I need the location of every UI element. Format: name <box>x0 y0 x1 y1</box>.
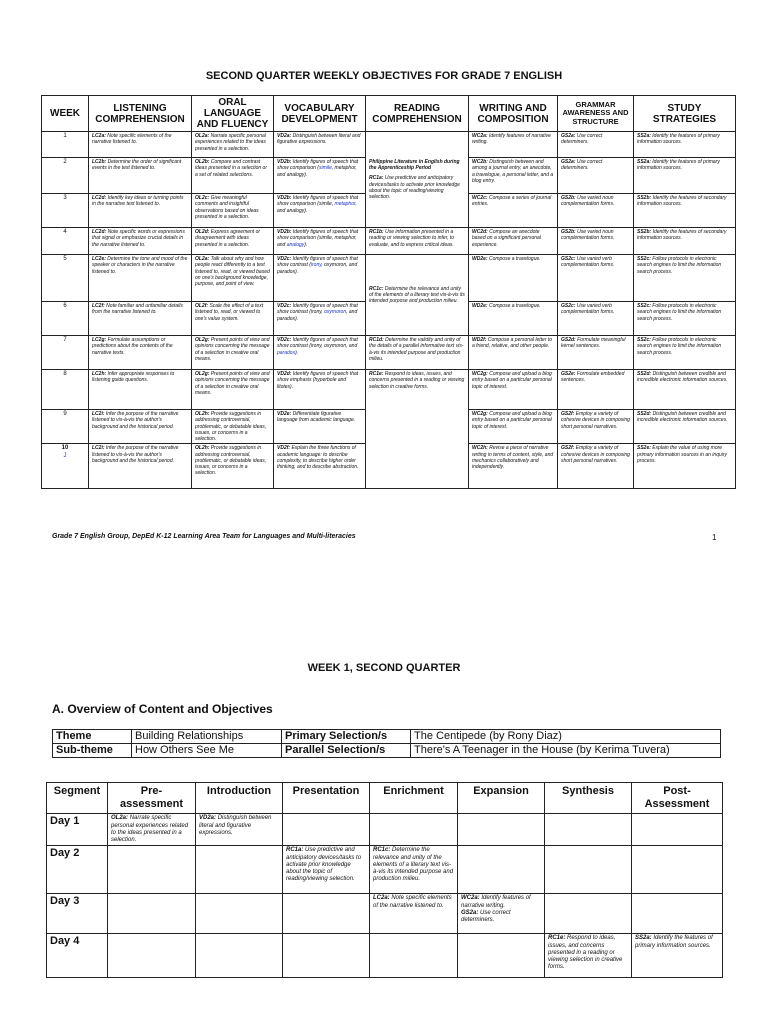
day-label: Day 1 <box>47 814 108 846</box>
parallel-selection-label: Parallel Selection/s <box>282 744 411 758</box>
document-title: SECOND QUARTER WEEKLY OBJECTIVES FOR GRADE 7 ENGLISH <box>205 70 563 82</box>
oral-cell: OL2a: Talk about why and how people react differently to a text listened to, read, or viewed based on one's background knowledge, purpose, and point of view. <box>192 255 274 302</box>
synthesis-cell: RC1e: Respond to ideas, issues, and concerns presented in a reading or viewing selection in creative forms. <box>545 934 632 978</box>
weekly-objectives-table <box>41 95 736 489</box>
study-cell: SS2d: Distinguish between credible and incredible electronic information sources. <box>634 410 736 444</box>
table-row <box>42 228 736 255</box>
day-label: Day 3 <box>47 894 108 934</box>
reading-period-title: Philippine Literature in English during the Apprenticeship Period <box>369 158 460 171</box>
grammar-cell: GS2c: Use varied verb complementation forms. <box>558 302 634 336</box>
presentation-cell: RC1a: Use predictive and anticipatory devices/tasks to activate prior knowledge about the topic of reading/viewing selection. <box>283 846 370 894</box>
week-number: 2 <box>42 158 89 194</box>
presentation-header: Presentation <box>283 783 370 814</box>
listening-cell: LC2d: Identify key ideas or turning points in the narrative text listened to. <box>89 194 192 228</box>
subtheme-value: How Others See Me <box>132 744 282 758</box>
listening-cell: LC2d: Note specific words or expressions that signal or emphasize crucial details in the narrative listened to. <box>89 228 192 255</box>
oral-cell: OL2g: Present points of view and opinions concerning the message of a selection in creative oral means. <box>192 336 274 370</box>
vocab-cell: VD2b: Identify figures of speech that show comparison (simile, metaphor, and analogy). <box>274 158 366 194</box>
header-oral: ORAL LANGUAGE AND FLUENCY <box>192 96 274 132</box>
theme-table <box>52 729 721 758</box>
listening-cell: LC2i: Infer the purpose of the narrative listened to vis-à-vis the author's background and the historical period. <box>89 444 192 489</box>
week-number: 5 <box>42 255 89 302</box>
listening-cell: LC2h: Infer appropriate responses to listening guide questions. <box>89 370 192 410</box>
study-cell: SS2b: Identify the features of secondary information sources. <box>634 228 736 255</box>
grammar-cell: GS2f: Employ a variety of cohesive devices in composing short personal narratives. <box>558 410 634 444</box>
writing-cell: WC2d: Compose an anecdote based on a significant personal experience. <box>469 228 558 255</box>
oral-cell: OL2d: Express agreement or disagreement with ideas presented in a selection. <box>192 228 274 255</box>
study-cell: SS2c: Follow protocols in electronic search engines to limit the information search process. <box>634 302 736 336</box>
writing-cell: WD2e: Compose a travelogue. <box>469 255 558 302</box>
theme-label: Theme <box>53 730 132 744</box>
week-number: 8 <box>42 370 89 410</box>
header-grammar: GRAMMAR AWARENESS AND STRUCTURE <box>558 96 634 132</box>
grammar-cell: GS2c: Use varied verb complementation forms. <box>558 255 634 302</box>
study-cell: SS2e: Explain the value of using more primary information sources in an inquiry process. <box>634 444 736 489</box>
writing-cell: WD2f: Compose a personal letter to a friend, relative, and other people. <box>469 336 558 370</box>
pre-assessment-header: Pre-assessment <box>108 783 196 814</box>
writing-cell: WD2e: Compose a travelogue. <box>469 302 558 336</box>
writing-cell: WC2h: Revise a piece of narrative writing in terms of content, style, and mechanics collaboratively and independently. <box>469 444 558 489</box>
week-number: 9 <box>42 410 89 444</box>
study-cell: SS2d: Distinguish between credible and incredible electronic information sources. <box>634 370 736 410</box>
study-cell: SS2a: Identify the features of primary information sources. <box>634 158 736 194</box>
header-reading: READING COMPREHENSION <box>366 96 469 132</box>
grammar-cell: GS2a: Use correct determiners. <box>558 158 634 194</box>
overview-heading: A. Overview of Content and Objectives <box>52 702 273 716</box>
pre-assessment-cell: OL2a: Narrate specific personal experiences related to the ideas presented in a selection. <box>108 814 196 846</box>
vocab-cell: VD2c: Identify figures of speech that show contrast (irony, oxymoron, and paradox). <box>274 255 366 302</box>
theme-value: Building Relationships <box>132 730 282 744</box>
grammar-cell: GS2b: Use varied noun complementation forms. <box>558 228 634 255</box>
table-row <box>47 934 723 978</box>
writing-cell: WC2g: Compose and upload a blog entry based on a particular personal topic of interest. <box>469 410 558 444</box>
grammar-cell: GS2b: Use varied noun complementation forms. <box>558 194 634 228</box>
week-number: 6 <box>42 302 89 336</box>
vocab-cell: VD2c: Identify figures of speech that show contrast (irony, oxymoron, and paradox). <box>274 302 366 336</box>
listening-cell: LC2a: Note specific elements of the narrative listened to. <box>89 132 192 158</box>
study-cell: SS2c: Follow protocols in electronic search engines to limit the information search process. <box>634 255 736 302</box>
grammar-cell: GS2e: Formulate embedded sentences. <box>558 370 634 410</box>
week-sub-marker: J <box>63 452 67 459</box>
expansion-header: Expansion <box>458 783 545 814</box>
day-label: Day 2 <box>47 846 108 894</box>
introduction-header: Introduction <box>196 783 283 814</box>
reading-cell-weeks-5-6: RC1c: Determine the relevance and unity of the elements of a literary text vis-à-vis its intended purpose and production milieu. <box>366 255 469 336</box>
page-footer: Grade 7 English Group, DepEd K-12 Learning Area Team for Languages and Multi-literacies <box>52 533 356 540</box>
table-row <box>42 255 736 302</box>
listening-cell: LC2b: Determine the order of significant events in the text listened to. <box>89 158 192 194</box>
vocab-cell: VD2b: Identify figures of speech that show comparison (simile, metaphor, and analogy). <box>274 194 366 228</box>
enrichment-cell: LC2a: Note specific elements of the narrative listened to. <box>370 894 458 934</box>
week-number: 10 J <box>42 444 89 489</box>
header-study: STUDY STRATEGIES <box>634 96 736 132</box>
grammar-cell: GS2d: Formulate meaningful kernel sentences. <box>558 336 634 370</box>
week-title: WEEK 1, SECOND QUARTER <box>307 662 461 674</box>
vocab-cell: VD2d: Identify figures of speech that show emphasis (hyperbole and litotes). <box>274 370 366 410</box>
segments-table <box>46 782 723 978</box>
table-row <box>42 336 736 370</box>
reading-cell-weeks-8-10: RC1e: Respond to ideas, issues, and concerns presented in a reading or viewing selection in creative forms. <box>366 370 469 489</box>
week-number: 4 <box>42 228 89 255</box>
study-cell: SS2c: Follow protocols in electronic search engines to limit the information search process. <box>634 336 736 370</box>
vocab-cell: VD2c: Identify figures of speech that show contrast (irony, oxymoron, and paradox). <box>274 336 366 370</box>
oral-cell: OL2c: Give meaningful comments and insightful observations based on ideas presented in a selection. <box>192 194 274 228</box>
vocab-cell: VD2a: Distinguish between literal and figurative expressions. <box>274 132 366 158</box>
table-row <box>47 894 723 934</box>
parallel-selection-value: There's A Teenager in the House (by Kerima Tuvera) <box>411 744 721 758</box>
post-assessment-header: Post-Assessment <box>632 783 723 814</box>
expansion-cell: WC2a: Identify features of narrative writing. GS2a: Use correct determiners. <box>458 894 545 934</box>
post-assessment-cell: SS2a: Identify the features of primary information sources. <box>632 934 723 978</box>
grammar-cell: GS2f: Employ a variety of cohesive devices in composing short personal narratives. <box>558 444 634 489</box>
listening-cell: LC2i: Infer the purpose of the narrative listened to vis-à-vis the author's background and the historical period. <box>89 410 192 444</box>
synthesis-header: Synthesis <box>545 783 632 814</box>
study-cell: SS2a: Identify the features of primary information sources. <box>634 132 736 158</box>
writing-cell: WC2c: Compose a series of journal entries. <box>469 194 558 228</box>
header-vocab: VOCABULARY DEVELOPMENT <box>274 96 366 132</box>
header-week: WEEK <box>42 96 89 132</box>
vocab-cell: VD2f: Explain the three functions of academic language: to describe complexity, to describe higher order thinking, and to describe abstraction. <box>274 444 366 489</box>
enrichment-cell: RC1c: Determine the relevance and unity of the elements of a literary text vis-à-vis its intended purpose and production milieu. <box>370 846 458 894</box>
writing-cell: WC2a: Identify features of narrative writing. <box>469 132 558 158</box>
subtheme-label: Sub-theme <box>53 744 132 758</box>
oral-cell: OL2h: Provide suggestions in addressing controversial, problematic, or debatable ideas, issues, or concerns in a selection. <box>192 410 274 444</box>
oral-cell: OL2a: Narrate specific personal experiences related to the ideas presented in a selection. <box>192 132 274 158</box>
table-row <box>47 814 723 846</box>
vocab-cell: VD2e: Differentiate figurative language from academic language. <box>274 410 366 444</box>
listening-cell: LC2f: Note familiar and unfamiliar details from the narrative listened to. <box>89 302 192 336</box>
primary-selection-value: The Centipede (by Rony Diaz) <box>411 730 721 744</box>
segment-header: Segment <box>47 783 108 814</box>
study-cell: SS2b: Identify the features of secondary information sources. <box>634 194 736 228</box>
oral-cell: OL2h: Provide suggestions in addressing controversial, problematic, or debatable ideas, issues, or concerns in a selection. <box>192 444 274 489</box>
introduction-cell: VD2a: Distinguish between literal and figurative expressions. <box>196 814 283 846</box>
header-writing: WRITING AND COMPOSITION <box>469 96 558 132</box>
reading-cell: RC1b: Use information presented in a reading or viewing selection to infer, to evaluate, and to express critical ideas. <box>366 228 469 255</box>
page-number: 1 <box>712 533 717 542</box>
week-number: 3 <box>42 194 89 228</box>
grammar-cell: GS2a: Use correct determiners. <box>558 132 634 158</box>
week-number: 7 <box>42 336 89 370</box>
writing-cell: WC2g: Compose and upload a blog entry based on a particular personal topic of interest. <box>469 370 558 410</box>
reading-cell: RC1d: Determine the validity and unity of the details of a parallel informative text vis-à-vis its intended purpose and production milieu. <box>366 336 469 370</box>
week-number: 1 <box>42 132 89 158</box>
oral-cell: OL2f: Scale the effect of a text listened to, read, or viewed to one's value system. <box>192 302 274 336</box>
vocab-cell: VD2b: Identify figures of speech that show comparison (simile, metaphor, and analogy). <box>274 228 366 255</box>
day-label: Day 4 <box>47 934 108 978</box>
table-row <box>47 846 723 894</box>
header-listening: LISTENING COMPREHENSION <box>89 96 192 132</box>
oral-cell: OL2g: Present points of view and opinions concerning the message of a selection in creative oral means. <box>192 370 274 410</box>
writing-cell: WC2b: Distinguish between and among a journal entry, an anecdote, a travelogue, a personal letter, and a blog entry. <box>469 158 558 194</box>
listening-cell: LC2g: Formulate assumptions or predictions about the contents of the narrative texts. <box>89 336 192 370</box>
listening-cell: LC2e: Determine the tone and mood of the speaker or characters in the narrative listened to. <box>89 255 192 302</box>
reading-cell-weeks-1-3: Philippine Literature in English during the Apprenticeship Period RC1a: Use predictive and anticipatory devices/tasks to activate prior knowledge about the topic of reading/viewing selection. <box>366 132 469 228</box>
primary-selection-label: Primary Selection/s <box>282 730 411 744</box>
oral-cell: OL2b: Compare and contrast ideas presented in a selection or a set of related selections. <box>192 158 274 194</box>
table-row <box>42 370 736 410</box>
enrichment-header: Enrichment <box>370 783 458 814</box>
table-row <box>42 132 736 158</box>
